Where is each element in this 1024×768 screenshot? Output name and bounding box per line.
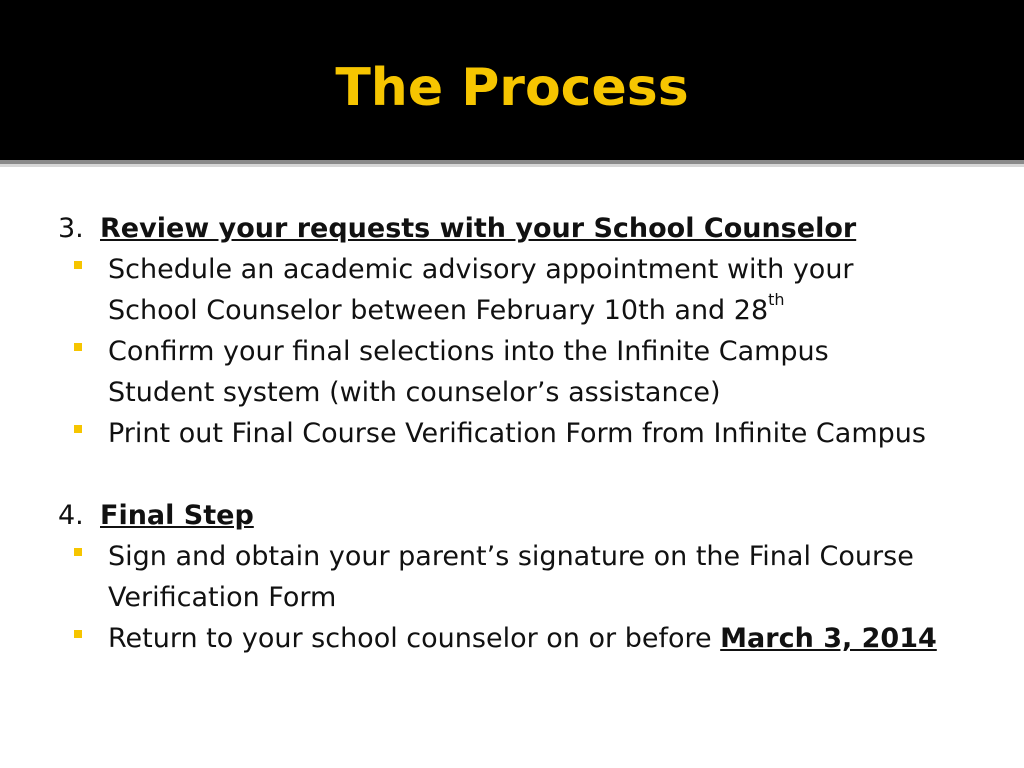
bullet-line: Confirm your final selections into the Infinite Campus bbox=[108, 336, 829, 367]
step-3-title: Review your requests with your School Counselor bbox=[100, 213, 857, 244]
square-bullet-icon bbox=[74, 630, 82, 638]
square-bullet-icon bbox=[74, 425, 82, 433]
ordinal-superscript: th bbox=[768, 290, 785, 309]
square-bullet-icon bbox=[74, 343, 82, 351]
bullet-line-text: Return to your school counselor on or before bbox=[108, 623, 721, 654]
step-3-bullet-3 bbox=[58, 413, 968, 454]
step-3-bullet-2 bbox=[58, 331, 968, 413]
square-bullet-icon bbox=[74, 548, 82, 556]
square-bullet-icon bbox=[74, 261, 82, 269]
deadline-date: March 3, 2014 bbox=[720, 623, 937, 654]
bullet-line: Verification Form bbox=[108, 582, 337, 613]
bullet-line: Print out Final Course Verification Form from Infinite Campus bbox=[108, 418, 926, 449]
step-3-bullet-1 bbox=[58, 249, 968, 331]
step-3-heading bbox=[58, 208, 988, 249]
step-4-bullet-1 bbox=[58, 536, 968, 618]
bullet-line-text: School Counselor between February 10th and 28 bbox=[108, 295, 769, 326]
title-bar bbox=[0, 0, 1024, 160]
slide-title: The Process bbox=[335, 58, 689, 118]
title-divider-light bbox=[0, 164, 1024, 167]
bullet-line bbox=[108, 290, 968, 331]
step-4-heading bbox=[58, 495, 988, 536]
bullet-line: Student system (with counselor’s assistance) bbox=[108, 377, 721, 408]
step-4-bullet-2 bbox=[58, 618, 968, 659]
step-4-number: 4. bbox=[58, 500, 84, 531]
section-spacer bbox=[58, 454, 988, 495]
step-3-number: 3. bbox=[58, 213, 84, 244]
bullet-line bbox=[108, 618, 968, 659]
slide-content bbox=[58, 208, 988, 659]
bullet-line: Sign and obtain your parent’s signature on the Final Course bbox=[108, 541, 914, 572]
bullet-line: Schedule an academic advisory appointment with your bbox=[108, 254, 854, 285]
step-4-title: Final Step bbox=[100, 500, 254, 531]
